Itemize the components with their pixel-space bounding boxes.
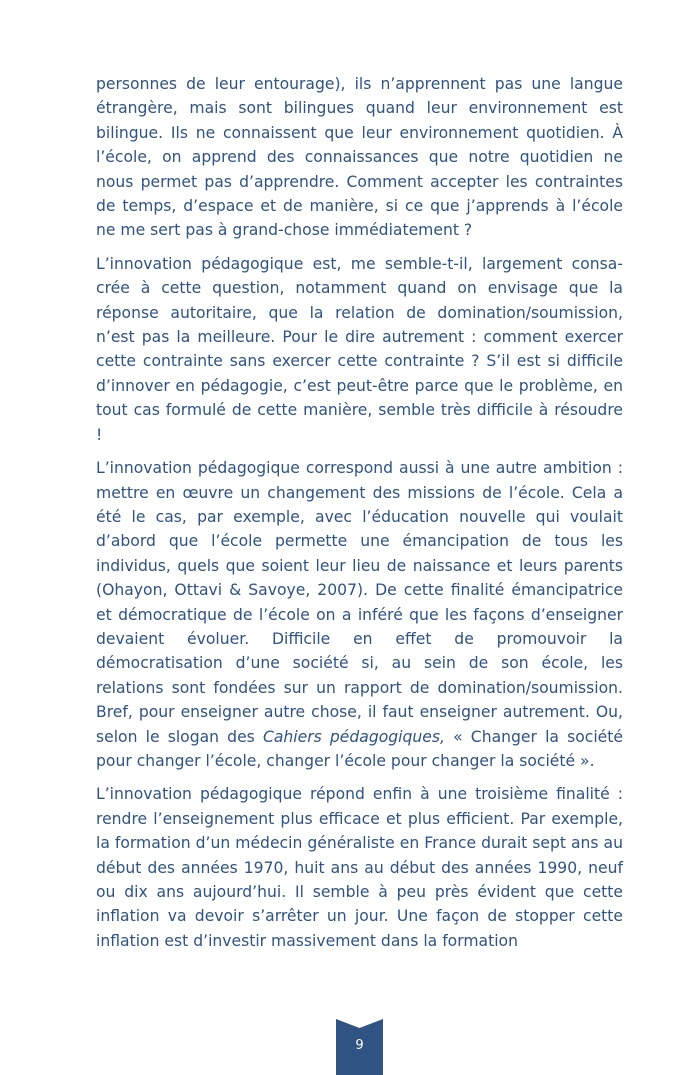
paragraph-4: L’innovation pédagogique répond enfin à une troisième finalité : rendre l’enseignement plus efficace et plus efficient. Par exemple, la formation d’un médecin généraliste en France durait sept ans au début des années 1970, huit ans au début des années 1990, neuf ou dix ans aujourd’hui. Il semble à peu près évident que cette inflation va devoir s’arrêter un jour. Une façon de stopper cette inflation est d’investir massivement dans la formation xyxy=(96,785,623,950)
paragraph-3-text: L’innovation pédagogique correspond aussi à une autre ambition : mettre en œuvre un changement des missions de l’école. Cela a été le cas, par exemple, avec l’éducation nouvelle qui voulait d’abord que l’école permette une émancipation de tous les individus, quels que soient leur lieu de naissance et leurs parents (Ohayon, Ottavi & Savoye, 2007). De cette finalité émancipatrice et démocratique de l’école on a inféré que les façons d’enseigner devaient évoluer. Difficile en effet de promouvoir la démocratisation d’une société si, au sein de son école, les relations sont fondées sur un rapport de domination/soumission. Bref, pour enseigner autre chose, il faut enseigner autrement. Ou, selon le slogan des xyxy=(96,459,623,746)
journal-title-italic: Cahiers pédagogiques, xyxy=(262,727,445,746)
page-body xyxy=(96,72,623,962)
paragraph-2: L’innovation pédagogique est, me semble-t-il, largement consacrée à cette question, notamment quand on envisage que la réponse autoritaire, que la relation de domination/soumission, n’est pas la meilleure. Pour le dire autrement : comment exercer cette contrainte sans exercer cette contrainte ? S’il est si difficile d’innover en pédagogie, c’est peut-être parce que le problème, en tout cas formulé de cette manière, semble très difficile à résoudre ! xyxy=(96,254,623,444)
paragraph-1: personnes de leur entourage), ils n’apprennent pas une langue étrangère, mais sont bilingues quand leur environnement est bilingue. Ils ne connaissent que leur environnement quotidien. À l’école, on apprend des connaissances que notre quotidien ne nous permet pas d’apprendre. Comment accepter les contraintes de temps, d’espace et de manière, si ce que j’apprends à l’école ne me sert pas à grand-chose immédiatement ? xyxy=(96,75,623,240)
paragraph-3 xyxy=(96,456,623,773)
page-number: 9 xyxy=(355,1038,364,1053)
paragraph-3-quote: « Changer la société pour changer l’école, changer l’école pour changer la société ». xyxy=(96,727,623,770)
